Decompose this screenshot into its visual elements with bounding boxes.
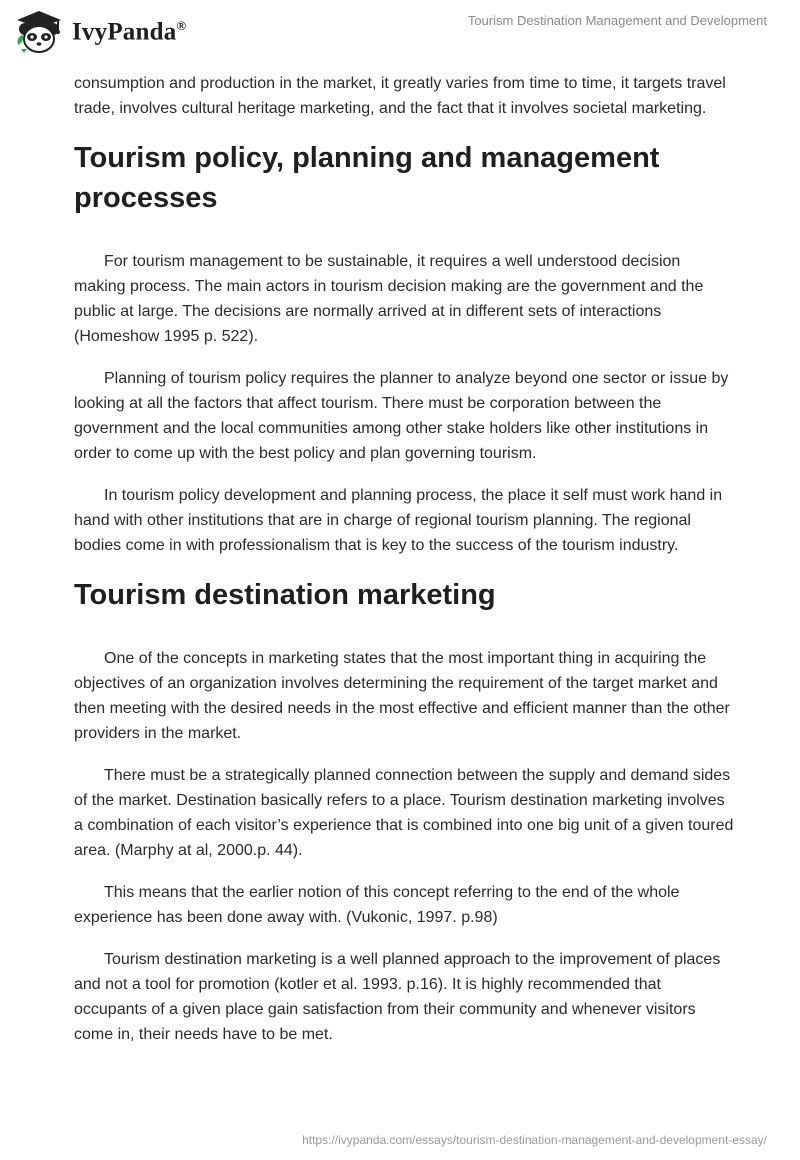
logo-wordmark: IvyPanda®: [72, 17, 187, 46]
document-title: Tourism Destination Management and Development: [467, 13, 767, 28]
page-header: [0, 0, 800, 64]
essay-content: [74, 71, 734, 1064]
paragraph: In tourism policy development and planning process, the place it self must work hand in hand with other institutions that are in charge of regional tourism planning. The regional bodies come in with professionalism that is key to the success of the tourism industry.: [74, 487, 723, 554]
intro-paragraph: consumption and production in the market, it greatly varies from time to time, it targets travel trade, involves cultural heritage marketing, and the fact that it involves societal marketing.: [74, 75, 726, 117]
paragraph: For tourism management to be sustainable, it requires a well understood decision making process. The main actors in tourism decision making are the government and the public at large. The decisions are normally arrived at in different sets of interactions (Homeshow 1995 p. 522).: [74, 253, 704, 345]
ivypanda-logo[interactable]: [14, 8, 186, 56]
section-heading-policy: Tourism policy, planning and management processes: [74, 142, 660, 214]
paragraph: Planning of tourism policy requires the planner to analyze beyond one sector or issue by looking at all the factors that affect tourism. There must be corporation between the government and the local communities among other stake holders like other institutions in order to come up with the best policy and plan governing tourism.: [74, 370, 729, 462]
source-url[interactable]: https://ivypanda.com/essays/tourism-destination-management-and-development-essay/: [302, 1133, 767, 1147]
registered-mark: ®: [176, 17, 187, 33]
section-heading-marketing: Tourism destination marketing: [74, 579, 496, 611]
panda-graduate-icon: [14, 9, 64, 55]
paragraph: One of the concepts in marketing states that the most important thing in acquiring the objectives of an organization involves determining the requirement of the target market and then meeting with the desired needs in the most effective and efficient manner than the other providers in the market.: [74, 650, 730, 742]
paragraph: Tourism destination marketing is a well planned approach to the improvement of places and not a tool for promotion (kotler et al. 1993. p.16). It is highly recommended that occupants of a given place gain satisfaction from their community and whenever visitors come in, their needs have to be met.: [74, 951, 721, 1043]
paragraph: There must be a strategically planned connection between the supply and demand sides of the market. Destination basically refers to a place. Tourism destination marketing involves a combination of each visitor’s experience that is combined into one big unit of a given toured area. (Marphy at al, 2000.p. 44).: [74, 767, 734, 859]
paragraph: This means that the earlier notion of this concept referring to the end of the whole experience has been done away with. (Vukonic, 1997. p.98): [74, 884, 680, 926]
